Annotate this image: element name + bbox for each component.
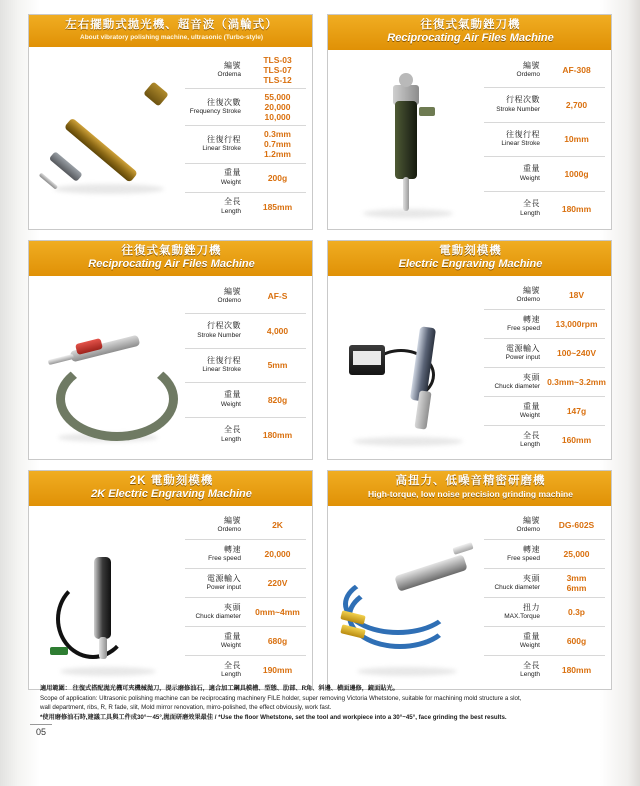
spec-label-en: Length xyxy=(221,207,241,215)
divider xyxy=(484,367,605,368)
spec-value: 100~240V xyxy=(557,348,596,358)
spec-label-en: Ordemo xyxy=(516,296,540,303)
spec-row xyxy=(183,285,308,307)
product-photo xyxy=(33,282,183,447)
spec-row xyxy=(183,659,308,681)
electric-engraver-illustration xyxy=(333,287,481,447)
card-title-cn: 往復式氣動銼刀機 xyxy=(420,19,521,31)
spec-value: 680g xyxy=(267,636,288,646)
spec-row xyxy=(183,514,308,536)
spec-value: 0.3mm 0.7mm 1.2mm xyxy=(264,129,291,160)
spec-row xyxy=(482,342,607,364)
vibratory-polisher-illustration xyxy=(34,56,182,216)
spec-label-cn: 重量 xyxy=(523,401,540,411)
card-body xyxy=(29,47,312,220)
spec-label-en: Stroke Number xyxy=(496,105,540,113)
footer-line-en-2: wall department, ribs, R, R fade, slit, Mold mirror renovation, mirro-polished, the effect obviously, work fast. xyxy=(40,704,332,711)
divider xyxy=(185,626,306,627)
divider xyxy=(484,156,605,157)
divider xyxy=(185,313,306,314)
spec-value: AF-308 xyxy=(562,65,591,76)
spec-label-cn: 重量 xyxy=(523,631,540,641)
divider xyxy=(484,122,605,123)
spec-row xyxy=(183,55,308,85)
spec-label-en: Free speed xyxy=(507,555,540,562)
spec-label-en: Length xyxy=(221,435,241,443)
divider xyxy=(484,309,605,310)
spec-label-cn: 往復行程 xyxy=(506,129,540,139)
spec-label-en: Weight xyxy=(519,412,540,419)
spec-value: 0.3mm~3.2mm xyxy=(547,377,606,387)
spec-label-cn: 全長 xyxy=(523,430,540,440)
card-body xyxy=(29,276,312,449)
spec-label-en: Chuck diameter xyxy=(195,613,241,620)
product-card[interactable] xyxy=(28,240,313,460)
flexible-hose-file-illustration xyxy=(34,285,182,445)
product-card[interactable] xyxy=(327,14,612,230)
spec-row xyxy=(482,59,607,81)
divider xyxy=(484,191,605,192)
spec-table xyxy=(183,512,308,681)
spec-label-en: Weight xyxy=(220,400,241,408)
spec-row xyxy=(183,196,308,218)
card-title-en: About vibratory polishing machine, ultrasonic (Turbo-style) xyxy=(80,34,263,41)
spec-row xyxy=(482,514,607,536)
spec-value: 820g xyxy=(267,394,288,405)
spec-label-cn: 夾頭 xyxy=(224,602,241,612)
spec-row xyxy=(482,630,607,652)
card-title-cn: 電動刻模機 xyxy=(439,245,502,257)
spec-value: 0.3p xyxy=(567,607,585,617)
page-number: 05 xyxy=(30,724,52,737)
card-title-cn: 往復式氣動銼刀機 xyxy=(121,245,222,257)
spec-label-cn: 夾頭 xyxy=(523,372,540,382)
spec-label-en: Linear Stroke xyxy=(202,366,241,374)
spec-label-en: Weight xyxy=(220,178,241,186)
spec-label-cn: 行程次數 xyxy=(506,95,540,105)
divider xyxy=(185,163,306,164)
spec-label-en: Chuck diameter xyxy=(494,383,540,390)
spec-label-en: Free speed xyxy=(507,325,540,332)
spec-label-en: Ordemo xyxy=(516,71,540,79)
footer-line-cn: 適用範圍： 往復式搭配拋光機可夾機械拋刀，提示磨修油石，適合加工鋼具模槽、型態、肋部、R角、斜邊、横面邊修，鏡面貼光。 xyxy=(40,685,399,692)
spec-value: 4,000 xyxy=(266,325,289,336)
divider xyxy=(185,597,306,598)
divider xyxy=(484,396,605,397)
divider xyxy=(185,125,306,126)
spec-label-cn: 轉速 xyxy=(523,544,540,554)
spec-row xyxy=(183,320,308,342)
spec-label-cn: 電源輸入 xyxy=(207,573,241,583)
spec-label-cn: 編號 xyxy=(224,286,241,296)
spec-value: 200g xyxy=(267,172,288,183)
spec-label-cn: 編號 xyxy=(523,60,540,70)
product-card[interactable] xyxy=(327,470,612,690)
spec-value: 190mm xyxy=(262,665,293,675)
spec-value: 180mm xyxy=(561,203,592,214)
spec-row xyxy=(482,572,607,594)
spec-label-en: Weight xyxy=(220,642,241,649)
spec-value: 180mm xyxy=(561,665,592,675)
card-title-cn: 高扭力、低噪音精密研磨機 xyxy=(395,475,546,487)
divider xyxy=(484,425,605,426)
spec-value: 600g xyxy=(566,636,587,646)
card-title-en: Reciprocating Air Files Machine xyxy=(88,258,255,270)
spec-value: TLS-03 TLS-07 TLS-12 xyxy=(263,55,292,86)
spec-label-en: Ordema xyxy=(217,71,241,79)
spec-row xyxy=(482,429,607,451)
card-body xyxy=(328,276,611,453)
spec-label-en: Length xyxy=(520,209,540,217)
spec-value: DG-602S xyxy=(558,520,595,530)
spec-value: 25,000 xyxy=(563,549,590,559)
spec-label-cn: 夾頭 xyxy=(523,573,540,583)
footer-line-note: *使用磨修油石時,建議工具與工件成30°～45°,拋面研磨效果最佳 / *Use the floor Whetstone, set the tool and workpiece into a 30°~45°, face grinding the best results. xyxy=(40,713,507,721)
card-header xyxy=(29,15,312,47)
spec-label-cn: 全長 xyxy=(523,199,540,208)
spec-value: 185mm xyxy=(262,201,293,212)
divider xyxy=(484,568,605,569)
spec-row xyxy=(482,128,607,150)
spec-label-en: Weight xyxy=(519,174,540,182)
spec-label-en: Chuck diameter xyxy=(494,584,540,591)
spec-value: AF-S xyxy=(267,291,288,302)
spec-table xyxy=(482,512,607,681)
card-header xyxy=(328,15,611,50)
spec-label-cn: 扭力 xyxy=(523,602,540,612)
spec-label-en: Length xyxy=(221,671,241,678)
spec-label-cn: 重量 xyxy=(523,164,540,174)
divider xyxy=(185,417,306,418)
spec-label-cn: 重量 xyxy=(224,390,241,400)
product-card[interactable] xyxy=(327,240,612,460)
spec-row xyxy=(183,630,308,652)
spec-label-cn: 往復行程 xyxy=(207,134,241,144)
spec-row xyxy=(183,572,308,594)
spec-table xyxy=(183,282,308,447)
divider xyxy=(185,88,306,89)
2k-engraver-illustration xyxy=(34,517,182,677)
card-body xyxy=(29,506,312,683)
product-photo xyxy=(33,53,183,218)
spec-value: 2,700 xyxy=(565,99,588,110)
spec-row xyxy=(183,389,308,411)
spec-row xyxy=(183,92,308,122)
air-file-machine-illustration xyxy=(333,59,481,219)
spec-label-en: Power input xyxy=(206,584,241,591)
card-title-cn: 2K 電動刻模機 xyxy=(129,475,214,487)
card-header xyxy=(29,241,312,276)
spec-label-cn: 轉速 xyxy=(523,314,540,324)
spec-label-cn: 重量 xyxy=(224,168,241,178)
spec-value: 147g xyxy=(566,406,587,416)
spec-value: 220V xyxy=(267,578,288,588)
card-header xyxy=(328,241,611,276)
spec-value: 18V xyxy=(568,290,585,300)
spec-row xyxy=(183,354,308,376)
spec-row xyxy=(482,198,607,220)
spec-label-cn: 往復行程 xyxy=(207,355,241,365)
spec-label-en: Free speed xyxy=(208,555,241,562)
spec-value: 160mm xyxy=(561,435,592,445)
divider xyxy=(185,539,306,540)
spec-row xyxy=(482,400,607,422)
spec-label-cn: 行程次數 xyxy=(207,321,241,331)
spec-row xyxy=(482,313,607,335)
spec-label-en: Length xyxy=(520,671,540,678)
spec-label-cn: 全長 xyxy=(224,660,241,670)
spec-label-en: Frequency Stroke xyxy=(189,108,241,116)
spec-row xyxy=(482,371,607,393)
spec-value: 55,000 20,000 10,000 xyxy=(264,92,291,123)
spec-value: 180mm xyxy=(262,429,293,440)
card-title-en: Reciprocating Air Files Machine xyxy=(387,32,554,44)
spec-row xyxy=(183,167,308,189)
card-body xyxy=(328,506,611,683)
card-title-cn: 左右擺動式拋光機、超音波（渦輪式） xyxy=(65,19,278,31)
spec-value: 3mm 6mm xyxy=(566,573,587,593)
spec-label-en: Linear Stroke xyxy=(501,140,540,148)
product-card-grid xyxy=(28,14,612,690)
card-body xyxy=(328,50,611,223)
divider xyxy=(185,348,306,349)
product-photo xyxy=(332,512,482,681)
spec-row xyxy=(482,163,607,185)
divider xyxy=(185,192,306,193)
product-photo xyxy=(332,56,482,221)
spec-row xyxy=(183,424,308,446)
spec-table xyxy=(482,56,607,221)
card-title-en: 2K Electric Engraving Machine xyxy=(91,488,252,500)
product-card[interactable] xyxy=(28,470,313,690)
spec-value: 5mm xyxy=(267,360,288,371)
product-photo xyxy=(332,282,482,451)
spec-label-en: Power input xyxy=(505,354,540,361)
divider xyxy=(185,568,306,569)
spec-label-en: Linear Stroke xyxy=(202,145,241,153)
spec-row xyxy=(482,284,607,306)
spec-label-cn: 電源輸入 xyxy=(506,343,540,353)
spec-label-en: Ordemo xyxy=(217,526,241,533)
spec-label-en: Weight xyxy=(519,642,540,649)
spec-table xyxy=(482,282,607,451)
spec-label-en: Length xyxy=(520,441,540,448)
spec-row xyxy=(183,543,308,565)
spec-value: 0mm~4mm xyxy=(255,607,300,617)
divider xyxy=(484,539,605,540)
spec-row xyxy=(183,129,308,159)
divider xyxy=(484,597,605,598)
spec-label-cn: 重量 xyxy=(224,631,241,641)
card-header xyxy=(29,471,312,506)
spec-row xyxy=(482,659,607,681)
divider xyxy=(484,655,605,656)
spec-table xyxy=(183,53,308,218)
spec-label-en: Ordemo xyxy=(516,526,540,533)
spec-value: 20,000 xyxy=(264,549,291,559)
precision-grinder-illustration xyxy=(333,517,481,677)
spec-row xyxy=(482,601,607,623)
divider xyxy=(484,87,605,88)
spec-label-cn: 往復次數 xyxy=(207,97,241,107)
spec-value: 10mm xyxy=(564,134,589,145)
spec-label-en: Stroke Number xyxy=(197,331,241,339)
spec-value: 13,000rpm xyxy=(555,319,598,329)
spec-label-cn: 編號 xyxy=(224,515,241,525)
spec-label-cn: 全長 xyxy=(224,425,241,434)
footer-notes xyxy=(40,684,600,722)
spec-label-cn: 轉速 xyxy=(224,544,241,554)
card-title-en: High-torque, low noise precision grinding machine xyxy=(368,489,573,499)
spec-row xyxy=(482,94,607,116)
spec-label-cn: 全長 xyxy=(523,660,540,670)
card-header xyxy=(328,471,611,506)
divider xyxy=(185,655,306,656)
spec-label-cn: 編號 xyxy=(523,515,540,525)
product-photo xyxy=(33,512,183,681)
product-card[interactable] xyxy=(28,14,313,230)
spec-value: 1000g xyxy=(564,168,589,179)
spec-row xyxy=(482,543,607,565)
divider xyxy=(185,382,306,383)
spec-label-cn: 編號 xyxy=(523,285,540,295)
spec-value: 2K xyxy=(272,520,283,530)
spec-label-en: MAX.Torque xyxy=(504,613,540,620)
footer-line-en-1: Scope of application: Ultrasonic polishing machine can be reciprocating machinery FILE holder, super removing Victoria Whetstone, suitable for machining mold structure a slot, xyxy=(40,694,522,702)
spec-label-en: Ordemo xyxy=(217,297,241,305)
card-title-en: Electric Engraving Machine xyxy=(398,258,543,270)
divider xyxy=(484,626,605,627)
spec-row xyxy=(183,601,308,623)
divider xyxy=(484,338,605,339)
spec-label-cn: 全長 xyxy=(224,197,241,207)
spec-label-cn: 編號 xyxy=(224,60,241,70)
